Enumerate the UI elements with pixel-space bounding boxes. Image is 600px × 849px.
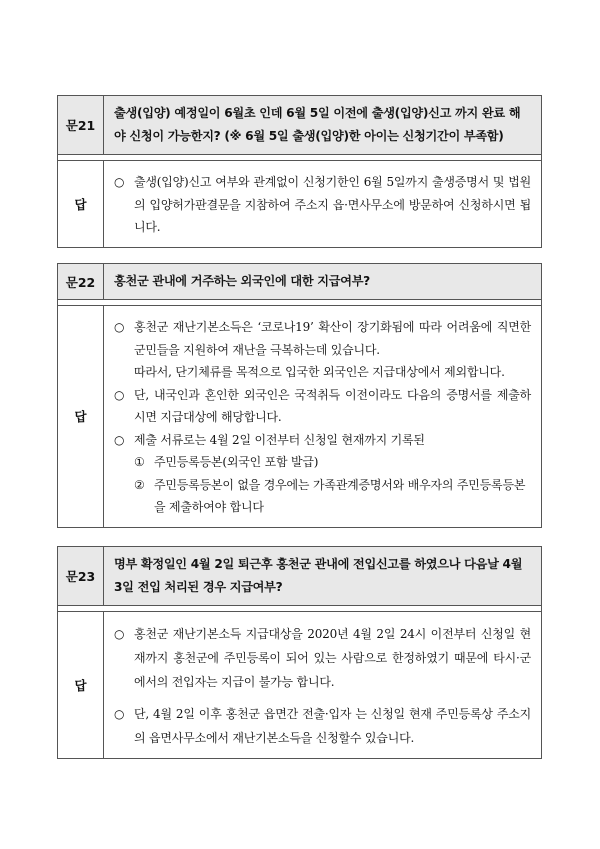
question-text: 명부 확정일인 4월 2일 퇴근후 홍천군 관내에 전입신고를 하였으나 다음날 4월 3일 전입 처리된 경우 지급여부? xyxy=(114,557,523,594)
circle-bullet: ○ xyxy=(114,320,125,334)
question-text: 출생(입양) 예정일이 6월초 인데 6월 5일 이전에 출생(입양)신고 까지 완료 해야 신청이 가능한지? (※ 6월 5일 출생(입양)한 아이는 신청기간이 부족함) xyxy=(114,106,521,143)
question-row xyxy=(57,263,542,300)
answer-row xyxy=(57,611,542,759)
answer-paragraph: ○ 제출 서류로는 4월 2일 이전부터 신청일 현재까지 기록된 xyxy=(114,429,531,452)
circle-bullet: ○ xyxy=(114,387,125,402)
question-number: 문22 xyxy=(58,264,104,299)
answer-paragraph-continued: 따라서, 단기체류를 목적으로 입국한 외국인은 지급대상에서 제외합니다. xyxy=(134,365,505,379)
question-row xyxy=(57,546,542,606)
paragraph-spacer xyxy=(114,694,531,702)
circle-bullet: ○ xyxy=(114,432,125,447)
question-number: 문23 xyxy=(58,547,104,605)
sub-item: ① 주민등록등본(외국인 포함 발급) xyxy=(114,451,531,474)
answer-paragraph: ○ 출생(입양)신고 여부와 관계없이 신청기한인 6월 5일까지 출생증명서 및 법원의 입양허가판결문을 지참하여 주소지 읍·면사무소에 방문하여 신청하시면 됩니다. xyxy=(114,171,531,239)
question-number: 문21 xyxy=(58,96,104,154)
answer-text xyxy=(104,612,541,758)
sub-item: ② 주민등록등본이 없을 경우에는 가족관계증명서와 배우자의 주민등록등본을 제출하여야 합니다 xyxy=(114,474,531,519)
answer-text xyxy=(104,306,541,527)
answer-row xyxy=(57,305,542,528)
answer-label: 답 xyxy=(58,306,104,527)
question-text: 홍천군 관내에 거주하는 외국인에 대한 지급여부? xyxy=(114,274,370,288)
sub-item-number: ① xyxy=(134,455,145,469)
qa-block-22 xyxy=(57,263,542,528)
answer-paragraph: ○ 홍천군 재난기본소득은 ‘코로나19’ 확산이 장기화됨에 따라 어려움에 직면한 군민들을 지원하여 재난을 극복하는데 있습니다. xyxy=(114,316,531,361)
question-row xyxy=(57,95,542,155)
answer-paragraph: ○ 단, 내국인과 혼인한 외국인은 국적취득 이전이라도 다음의 증명서를 제출하시면 지급대상에 해당합니다. xyxy=(114,384,531,429)
answer-text xyxy=(104,161,541,247)
qa-block-21 xyxy=(57,95,542,248)
answer-label: 답 xyxy=(58,161,104,247)
answer-label: 답 xyxy=(58,612,104,758)
qa-block-23 xyxy=(57,546,542,759)
answer-row xyxy=(57,160,542,248)
answer-paragraph: ○ 단, 4월 2일 이후 홍천군 읍면간 전출·입자 는 신청일 현재 주민등록상 주소지의 읍면사무소에서 재난기본소득을 신청할수 있습니다. xyxy=(114,702,531,750)
sub-item-number: ② xyxy=(134,477,145,492)
answer-paragraph: ○ 홍천군 재난기본소득 지급대상을 2020년 4월 2일 24시 이전부터 신청일 현재까지 홍천군에 주민등록이 되어 있는 사람으로 한정하였기 때문에 타시·군 에서의 전입자는 지급이 불가능 합니다. xyxy=(114,622,531,694)
circle-bullet: ○ xyxy=(114,707,125,721)
circle-bullet: ○ xyxy=(114,175,125,189)
circle-bullet: ○ xyxy=(114,627,125,641)
